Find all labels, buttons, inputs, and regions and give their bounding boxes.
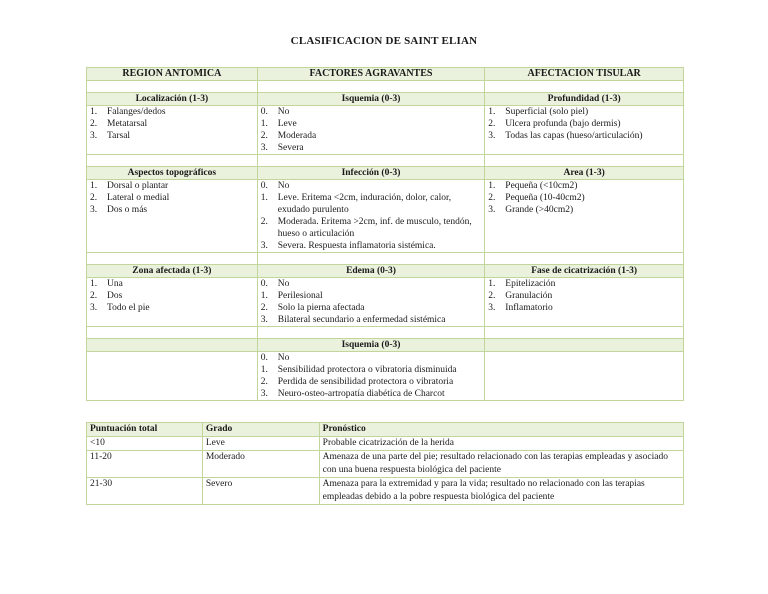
numbered-list: [261, 278, 482, 326]
item-number: 1.: [90, 181, 98, 191]
list-item: [261, 118, 482, 130]
item-number: 2.: [90, 119, 98, 129]
section-title-row: [87, 167, 684, 180]
spacer-cell: [485, 155, 684, 167]
item-number: 1.: [260, 119, 268, 129]
section-title: Aspectos topográficos: [87, 167, 258, 180]
list-item: [90, 290, 254, 302]
list-item: [488, 204, 680, 216]
item-text: Moderada. Eritema >2cm, inf. de musculo, tendón, hueso o articulación: [277, 217, 472, 239]
item-number: 1.: [488, 279, 496, 289]
list-item: [261, 216, 482, 240]
score-header-row: [87, 423, 684, 437]
classification-table: [86, 67, 684, 401]
item-number: 0.: [260, 181, 268, 191]
numbered-list: [261, 106, 482, 154]
section-title: [485, 339, 684, 352]
section-title-row: [87, 265, 684, 278]
score-cell: Moderado: [202, 451, 319, 478]
item-text: Pequeña (<10cm2): [505, 181, 578, 191]
item-text: Leve. Eritema <2cm, induración, dolor, calor, exudado purulento: [277, 193, 452, 215]
score-cell: Amenaza de una parte del pie; resultado relacionado con las terapias empleadas y asociado con una buena respuesta biológica del paciente: [319, 451, 683, 478]
spacer-cell: [257, 327, 485, 339]
list-item: [90, 106, 254, 118]
list-item: [261, 278, 482, 290]
item-number: 1.: [260, 193, 268, 203]
item-text: Grande (>40cm2): [505, 205, 574, 215]
item-text: Dos: [107, 291, 123, 301]
section-title: Zona afectada (1-3): [87, 265, 258, 278]
section-list-cell: [485, 106, 684, 155]
spacer-cell: [485, 81, 684, 93]
item-number: 0.: [260, 353, 268, 363]
list-item: [488, 130, 680, 142]
list-item: [90, 278, 254, 290]
score-column-header: Pronóstico: [319, 423, 683, 437]
section-content-row: [87, 278, 684, 327]
item-text: Todo el pie: [107, 303, 150, 313]
item-number: 1.: [90, 107, 98, 117]
item-number: 3.: [488, 205, 496, 215]
list-item: [488, 106, 680, 118]
score-row: [87, 478, 684, 505]
item-text: No: [277, 181, 290, 191]
section-title: Isquemia (0-3): [257, 339, 485, 352]
spacer-cell: [87, 81, 258, 93]
list-item: [261, 364, 482, 376]
section-list-cell: [257, 352, 485, 401]
spacer-cell: [485, 327, 684, 339]
numbered-list: [261, 352, 482, 400]
document-title: CLASIFICACION DE SAINT ELIAN: [290, 35, 478, 47]
item-number: 1.: [488, 181, 496, 191]
item-number: 0.: [260, 279, 268, 289]
score-table: [86, 422, 684, 505]
section-list-cell: [485, 278, 684, 327]
score-row: [87, 451, 684, 478]
item-text: Granulación: [505, 291, 553, 301]
spacer-row: [87, 155, 684, 167]
numbered-list: [90, 180, 254, 216]
score-row: [87, 437, 684, 451]
section-title-row: [87, 339, 684, 352]
item-number: 1.: [260, 291, 268, 301]
item-text: Dorsal o plantar: [107, 181, 169, 191]
list-item: [90, 204, 254, 216]
item-number: 3.: [260, 241, 268, 251]
score-cell: <10: [87, 437, 203, 451]
score-column-header: Puntuación total: [87, 423, 203, 437]
section-title: Edema (0-3): [257, 265, 485, 278]
item-text: Perdida de sensibilidad protectora o vibratoria: [277, 377, 454, 387]
item-text: Todas las capas (hueso/articulación): [505, 131, 643, 141]
list-item: [261, 130, 482, 142]
list-item: [261, 302, 482, 314]
item-text: No: [277, 107, 290, 117]
spacer-cell: [87, 253, 258, 265]
score-cell: 21-30: [87, 478, 203, 505]
spacer-cell: [87, 327, 258, 339]
item-text: Dos o más: [107, 205, 148, 215]
list-item: [488, 180, 680, 192]
spacer-row: [87, 81, 684, 93]
item-text: Tarsal: [107, 131, 131, 141]
item-number: 3.: [260, 389, 268, 399]
numbered-list: [488, 180, 680, 216]
list-item: [488, 192, 680, 204]
list-item: [261, 388, 482, 400]
item-number: 2.: [260, 131, 268, 141]
item-text: Perilesional: [277, 291, 323, 301]
item-text: Metatarsal: [107, 119, 148, 129]
section-content-row: [87, 352, 684, 401]
item-text: Sensibilidad protectora o vibratoria disminuida: [277, 365, 457, 375]
section-title-row: [87, 93, 684, 106]
item-text: Lateral o medial: [107, 193, 170, 203]
item-number: 3.: [90, 205, 98, 215]
item-number: 1.: [90, 279, 98, 289]
section-list-cell: [485, 180, 684, 253]
item-number: 3.: [488, 131, 496, 141]
item-text: Leve: [277, 119, 297, 129]
column-header: FACTORES AGRAVANTES: [257, 68, 485, 81]
item-number: 2.: [488, 291, 496, 301]
item-text: Moderada: [277, 131, 317, 141]
item-number: 2.: [488, 119, 496, 129]
section-list-cell: [257, 278, 485, 327]
section-title: Profundidad (1-3): [485, 93, 684, 106]
item-number: 3.: [260, 143, 268, 153]
list-item: [90, 192, 254, 204]
list-item: [488, 118, 680, 130]
list-item: [90, 130, 254, 142]
item-text: Solo la pierna afectada: [277, 303, 365, 313]
spacer-cell: [485, 253, 684, 265]
numbered-list: [90, 278, 254, 314]
numbered-list: [90, 106, 254, 142]
item-number: 1.: [260, 365, 268, 375]
score-cell: Amenaza para la extremidad y para la vida; resultado no relacionado con las terapias empleadas debido a la pobre respuesta biológica del paciente: [319, 478, 683, 505]
spacer-cell: [257, 155, 485, 167]
item-text: Neuro-osteo-artropatía diabética de Charcot: [277, 389, 445, 399]
list-item: [90, 302, 254, 314]
section-title: Isquemia (0-3): [257, 93, 485, 106]
list-item: [261, 192, 482, 216]
list-item: [90, 180, 254, 192]
spacer-row: [87, 253, 684, 265]
spacer-row: [87, 327, 684, 339]
section-title: Infección (0-3): [257, 167, 485, 180]
score-cell: Severo: [202, 478, 319, 505]
item-number: 3.: [90, 131, 98, 141]
item-number: 3.: [488, 303, 496, 313]
numbered-list: [488, 278, 680, 314]
section-list-cell: [87, 278, 258, 327]
section-list-cell: [87, 352, 258, 401]
spacer-cell: [257, 253, 485, 265]
list-item: [261, 314, 482, 326]
item-number: 2.: [90, 291, 98, 301]
item-text: Una: [107, 279, 123, 289]
spacer-cell: [257, 81, 485, 93]
item-number: 1.: [488, 107, 496, 117]
section-list-cell: [257, 106, 485, 155]
score-cell: 11-20: [87, 451, 203, 478]
item-number: 0.: [260, 107, 268, 117]
numbered-list: [261, 180, 482, 252]
spacer-cell: [87, 155, 258, 167]
section-title: Localización (1-3): [87, 93, 258, 106]
item-text: Falanges/dedos: [107, 107, 166, 117]
item-text: Inflamatorio: [505, 303, 553, 313]
section-content-row: [87, 180, 684, 253]
item-text: Superficial (solo piel): [505, 107, 589, 117]
list-item: [90, 118, 254, 130]
section-title: Fase de cicatrización (1-3): [485, 265, 684, 278]
section-list-cell: [257, 180, 485, 253]
score-cell: Leve: [202, 437, 319, 451]
item-text: No: [277, 353, 290, 363]
item-number: 3.: [90, 303, 98, 313]
item-text: Bilateral secundario a enfermedad sistémica: [277, 315, 446, 325]
section-content-row: [87, 106, 684, 155]
list-item: [261, 142, 482, 154]
table-header-row: [87, 68, 684, 81]
score-cell: Probable cicatrización de la herida: [319, 437, 683, 451]
list-item: [488, 290, 680, 302]
list-item: [261, 180, 482, 192]
item-text: Severa. Respuesta inflamatoria sistémica.: [277, 241, 436, 251]
list-item: [261, 290, 482, 302]
item-text: Epitelización: [505, 279, 556, 289]
item-text: No: [277, 279, 290, 289]
section-list-cell: [485, 352, 684, 401]
column-header: AFECTACION TISULAR: [485, 68, 684, 81]
list-item: [488, 302, 680, 314]
list-item: [261, 376, 482, 388]
item-number: 2.: [260, 377, 268, 387]
score-column-header: Grado: [202, 423, 319, 437]
list-item: [488, 278, 680, 290]
list-item: [261, 352, 482, 364]
item-text: Pequeña (10-40cm2): [505, 193, 585, 203]
list-item: [261, 240, 482, 252]
item-number: 2.: [488, 193, 496, 203]
section-title: [87, 339, 258, 352]
item-number: 2.: [260, 217, 268, 227]
column-header: REGION ANTOMICA: [87, 68, 258, 81]
item-number: 3.: [260, 315, 268, 325]
numbered-list: [488, 106, 680, 142]
item-text: Ulcera profunda (bajo dermis): [505, 119, 621, 129]
section-title: Area (1-3): [485, 167, 684, 180]
item-number: 2.: [260, 303, 268, 313]
item-text: Severa: [277, 143, 304, 153]
section-list-cell: [87, 106, 258, 155]
section-list-cell: [87, 180, 258, 253]
item-number: 2.: [90, 193, 98, 203]
list-item: [261, 106, 482, 118]
